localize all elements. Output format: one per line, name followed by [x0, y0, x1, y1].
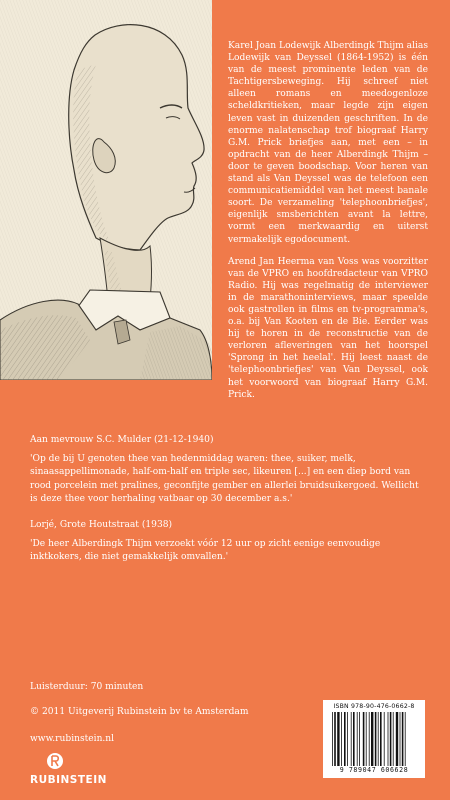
isbn-label: ISBN 978-90-476-0662-8: [333, 703, 415, 710]
quotes-section: [30, 434, 422, 577]
quote-block: [30, 519, 422, 565]
quote-title: Aan mevrouw S.C. Mulder (21-12-1940): [30, 435, 214, 445]
publisher-logo: [30, 752, 160, 792]
barcode-panel: [323, 700, 425, 778]
publisher-name: RUBINSTEIN: [30, 774, 107, 786]
rubinstein-logo-icon: [46, 752, 64, 770]
copyright-notice: © 2011 Uitgeverij Rubinstein bv te Amsterdam: [30, 707, 249, 717]
portrait-illustration: [0, 0, 212, 380]
quote-text: 'Op de bij U genoten thee van hedenmiddag waren: thee, suiker, melk, sinaasappellimonade, half-om-half en triple sec, likeuren [...] en een diep bord van rood porcelein met pralines, geconfijte gember en allerlei bruidsuikergoed. Wellicht is deze thee voor herhaling vatbaar op 30 december a.s.': [30, 453, 419, 505]
barcode-digits: 9 789047 606628: [339, 766, 409, 774]
quote-text: 'De heer Alberdingk Thijm verzoekt vóór 12 uur op zicht eenige eenvoudige inktkokers, die niet gemakkelijk omvallen.': [30, 538, 381, 563]
bio-paragraph-reader: Arend Jan Heerma van Voss was voorzitter van de VPRO en hoofdredacteur van VPRO Radio. Hij was regelmatig de interviewer in de marathoninterviews, maar speelde ook gastrollen in films en tv-programma's, o.a. bij Van Kooten en de Bie. Eerder was hij te horen in de reconstructie van de verloren afleveringen van het hoorspel 'Sprong in het heelal'. Hij leest naast de 'telephoonbriefjes' van Van Deyssel, ook het voorwoord van biograaf Harry G.M. Prick.: [228, 256, 428, 400]
listening-duration: Luisterduur: 70 minuten: [30, 682, 144, 692]
barcode-icon: [331, 712, 419, 766]
bio-paragraph-author: Karel Joan Lodewijk Alberdingk Thijm alias Lodewijk van Deyssel (1864-1952) is één van de meest prominente leden van de Tachtigersbeweging. Hij schreef niet alleen romans en meedogenloze scheldkritieken, maar legde zijn eigen leven vast in duizenden geschriften. In de enorme nalatenschap trof biograaf Harry G.M. Prick briefjes aan, met een – in opdracht van de heer Alberdingk Thijm – door te geven boodschap. Voor heren van stand als Van Deyssel was de telefoon een communicatiemiddel van het meest banale soort. De verzameling 'telephoonbriefjes', eigenlijk smsberichten avant la lettre, vormt een merkwaardig en uiterst vermakelijk egodocument.: [228, 41, 428, 245]
publisher-website: www.rubinstein.nl: [30, 734, 115, 744]
quote-block: [30, 434, 422, 507]
quote-title: Lorjé, Grote Houtstraat (1938): [30, 519, 173, 530]
bio-section: [228, 40, 428, 411]
